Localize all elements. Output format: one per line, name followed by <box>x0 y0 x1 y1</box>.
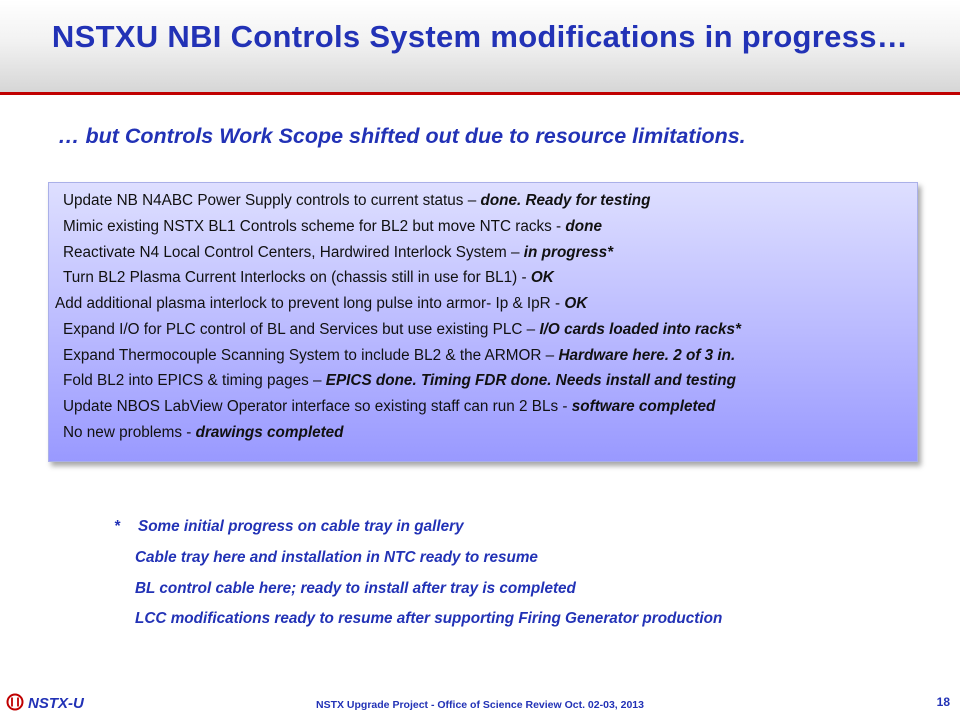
box-line-text: Update NB N4ABC Power Supply controls to current status – <box>63 192 481 209</box>
box-line <box>55 295 587 313</box>
box-line-status: done <box>565 218 602 235</box>
note-asterisk: * <box>114 518 120 535</box>
note-line: Cable tray here and installation in NTC ready to resume <box>135 549 538 566</box>
box-line-status: OK <box>564 295 588 312</box>
box-line-status: in progress* <box>523 244 614 261</box>
slide-subtitle: … but Controls Work Scope shifted out due to resource limitations. <box>58 124 746 148</box>
box-line <box>63 321 741 339</box>
box-line <box>63 424 344 442</box>
box-line-status: done. Ready for testing <box>480 192 651 209</box>
box-line <box>63 372 736 390</box>
note-line: LCC modifications ready to resume after supporting Firing Generator production <box>135 610 723 627</box>
box-line-text: No new problems - <box>63 424 196 441</box>
box-line-text: Update NBOS LabView Operator interface so existing staff can run 2 BLs - <box>63 398 572 415</box>
title-divider <box>0 92 960 95</box>
note-line: Some initial progress on cable tray in gallery <box>138 518 464 535</box>
box-line <box>63 398 715 416</box>
box-line-status: Hardware here. 2 of 3 in. <box>558 347 736 364</box>
status-box <box>48 182 918 462</box>
box-line-text: Add additional plasma interlock to prevent long pulse into armor- Ip & IpR - <box>55 295 565 312</box>
box-line-text: Expand Thermocouple Scanning System to include BL2 & the ARMOR – <box>63 347 559 364</box>
box-line <box>63 269 554 287</box>
box-line-status: I/O cards loaded into racks* <box>539 321 741 338</box>
box-line <box>63 192 650 210</box>
slide-title: NSTXU NBI Controls System modifications in progress… <box>51 19 909 54</box>
footer-text: NSTX Upgrade Project - Office of Science Review Oct. 02-03, 2013 <box>316 699 644 711</box>
box-line-text: Mimic existing NSTX BL1 Controls scheme for BL2 but move NTC racks - <box>63 218 566 235</box>
box-line-text: Fold BL2 into EPICS & timing pages – <box>63 372 326 389</box>
box-line-text: Expand I/O for PLC control of BL and Services but use existing PLC – <box>63 321 540 338</box>
box-line-status: drawings completed <box>195 424 344 441</box>
box-line-status: OK <box>530 269 554 286</box>
box-line-status: software completed <box>571 398 716 415</box>
box-line <box>63 347 735 365</box>
footer-brand: NSTX-U <box>28 695 84 712</box>
box-line-text: Turn BL2 Plasma Current Interlocks on (chassis still in use for BL1) - <box>63 269 531 286</box>
box-line <box>63 218 602 236</box>
note-line: BL control cable here; ready to install after tray is completed <box>135 580 576 597</box>
box-line-status: EPICS done. Timing FDR done. Needs install and testing <box>325 372 736 389</box>
page-number: 18 <box>936 695 950 709</box>
box-line <box>63 244 613 262</box>
box-line-text: Reactivate N4 Local Control Centers, Hardwired Interlock System – <box>63 244 524 261</box>
